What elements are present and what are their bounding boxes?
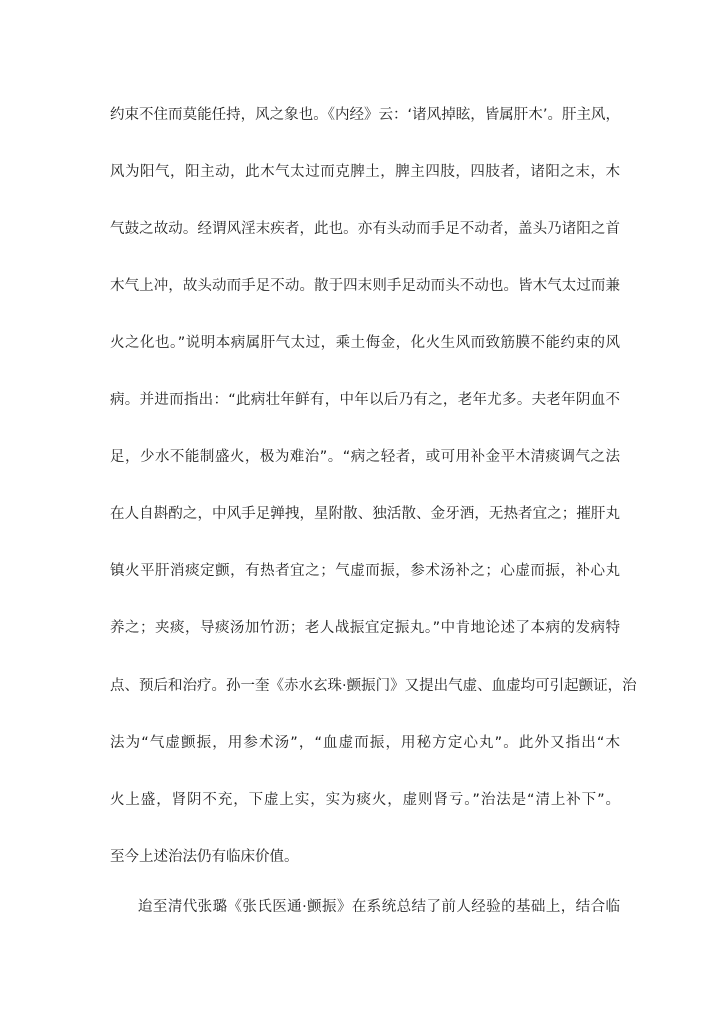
text-line-2: 风为阳气，阳主动，此木气太过而克脾土，脾主四肢，四肢者，诸阳之末，木 <box>110 164 620 180</box>
text-line-8: 在人自斟酌之，中风手足亸拽，星附散、独活散、金牙酒，无热者宜之；摧肝丸 <box>110 506 620 522</box>
text-line-13: 火上盛，肾阴不充，下虚上实，实为痰火，虚则肾亏。”治法是“清上补下”。 <box>110 792 620 808</box>
text-line-12: 法为“气虚颤振，用参术汤”，“血虚而振，用秘方定心丸”。此外又指出“木 <box>110 735 620 751</box>
text-line-10: 养之；夹痰，导痰汤加竹沥；老人战振宜定振丸。”中肯地论述了本病的发病特 <box>110 620 620 636</box>
text-line-6: 病。并进而指出：“此病壮年鲜有，中年以后乃有之，老年尤多。夫老年阴血不 <box>110 392 620 408</box>
text-line-7: 足，少水不能制盛火，极为难治”。“病之轻者，或可用补金平木清痰调气之法 <box>110 449 620 465</box>
text-line-4: 木气上冲，故头动而手足不动。散于四末则手足动而头不动也。皆木气太过而兼 <box>110 278 620 294</box>
text-line-11: 点、预后和治疗。孙一奎《赤水玄珠·颤振门》又提出气虚、血虚均可引起颤证，治 <box>110 678 637 694</box>
text-line-15: 迨至清代张璐《张氏医通·颤振》在系统总结了前人经验的基础上，结合临 <box>138 899 620 915</box>
text-line-14: 至今上述治法仍有临床价值。 <box>110 849 299 865</box>
text-line-1: 约束不住而莫能任持，风之象也。《内经》云：‘诸风掉眩，皆属肝木’。肝主风， <box>110 107 620 123</box>
text-line-9: 镇火平肝消痰定颤，有热者宜之；气虚而振，参术汤补之；心虚而振，补心丸 <box>110 563 620 579</box>
text-line-3: 气鼓之故动。经谓风淫末疾者，此也。亦有头动而手足不动者，盖头乃诸阳之首 <box>110 221 620 237</box>
text-line-5: 火之化也。”说明本病属肝气太过，乘土侮金，化火生风而致筋膜不能约束的风 <box>110 335 620 351</box>
